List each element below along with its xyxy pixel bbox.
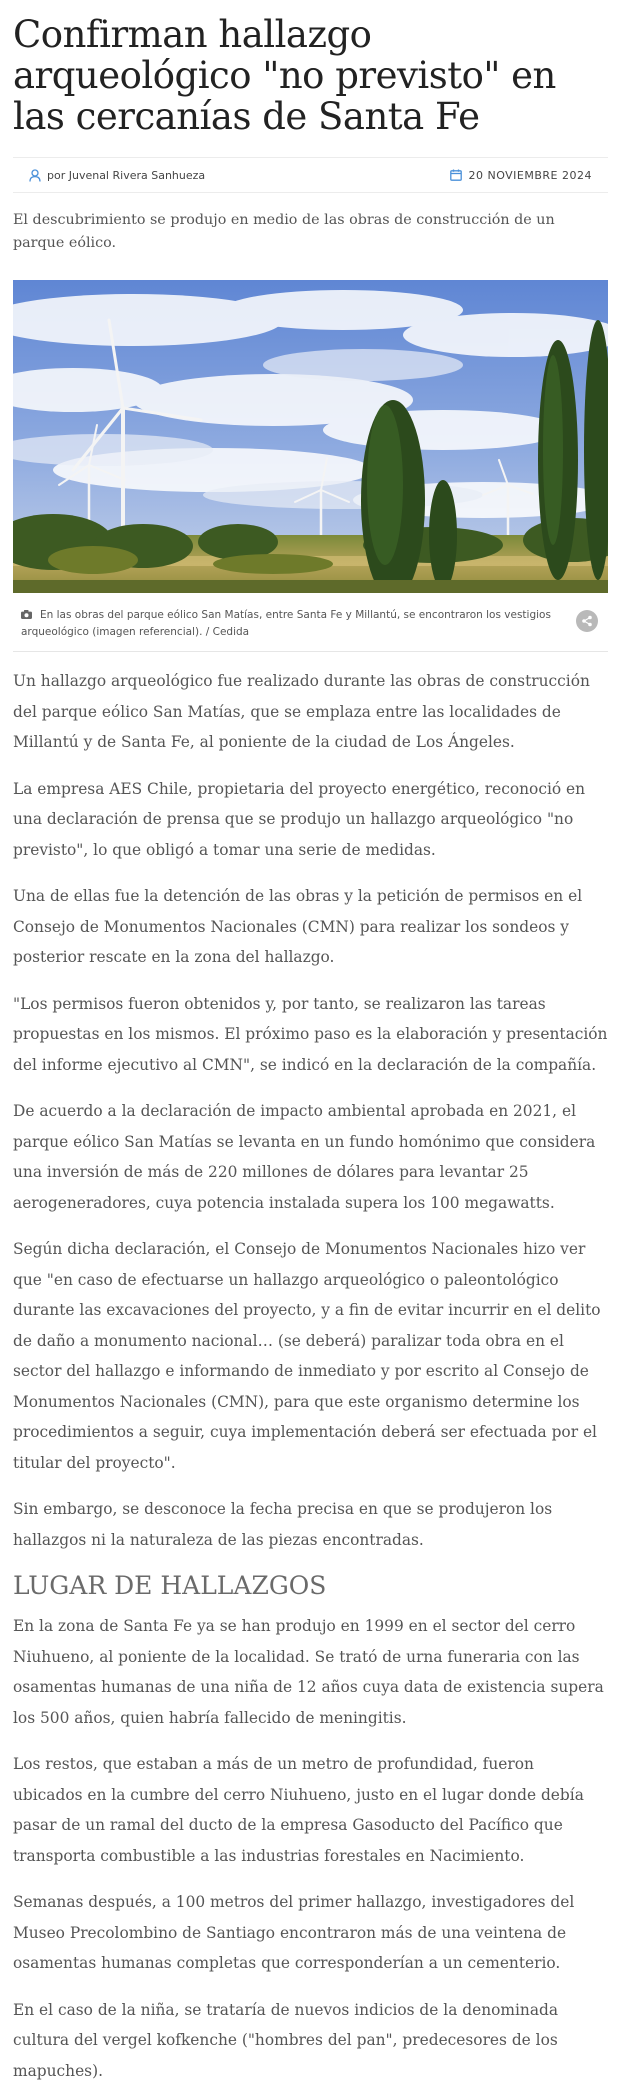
section-heading: LUGAR DE HALLAZGOS bbox=[13, 1571, 608, 1601]
share-icon bbox=[581, 615, 593, 627]
body-paragraph: "Los permisos fueron obtenidos y, por tanto, se realizaron las tareas propuestas en los mismos. El próximo paso es la elaboración y presentación del informe ejecutivo al CMN", se indicó en la declaración de la compañía. bbox=[13, 989, 608, 1081]
article-meta bbox=[13, 157, 608, 193]
body-paragraph: Un hallazgo arqueológico fue realizado durante las obras de construcción del parque eólico San Matías, que se emplaza entre las localidades de Millantú y de Santa Fe, al poniente de la ciudad de Los Ángeles. bbox=[13, 666, 608, 758]
article-lead: El descubrimiento se produjo en medio de las obras de construcción de un parque eólico. bbox=[13, 209, 608, 255]
body-paragraph: La empresa AES Chile, propietaria del proyecto energético, reconoció en una declaración de prensa que se produjo un hallazgo arqueológico "no previsto", lo que obligó a tomar una serie de medidas. bbox=[13, 774, 608, 866]
body-paragraph: Una de ellas fue la detención de las obras y la petición de permisos en el Consejo de Monumentos Nacionales (CMN) para realizar los sondeos y posterior rescate en la zona del hallazgo. bbox=[13, 881, 608, 973]
body-paragraph: En la zona de Santa Fe ya se han produjo en 1999 en el sector del cerro Niuhueno, al poniente de la localidad. Se trató de urna funeraria con las osamentas humanas de una niña de 12 años cuya data de existencia supera los 500 años, quien habría fallecido de meningitis. bbox=[13, 1611, 608, 1733]
publish-date bbox=[450, 169, 592, 182]
article-title: Confirman hallazgo arqueológico "no previsto" en las cercanías de Santa Fe bbox=[13, 0, 608, 137]
calendar-icon bbox=[450, 169, 462, 181]
article-body bbox=[13, 666, 608, 2086]
body-paragraph: Los restos, que estaban a más de un metro de profundidad, fueron ubicados en la cumbre del cerro Niuhueno, justo en el lugar donde debía pasar de un ramal del ducto de la empresa Gasoducto del Pacífico que transporta combustible a las industrias forestales en Nacimiento. bbox=[13, 1749, 608, 1871]
body-paragraph: De acuerdo a la declaración de impacto ambiental aprobada en 2021, el parque eólico San Matías se levanta en un fundo homónimo que considera una inversión de más de 220 millones de dólares para levantar 25 aerogeneradores, cuya potencia instalada supera los 100 megawatts. bbox=[13, 1096, 608, 1218]
body-paragraph: Según dicha declaración, el Consejo de Monumentos Nacionales hizo ver que "en caso de efectuarse un hallazgo arqueológico o paleontológico durante las excavaciones del proyecto, y a fin de evitar incurrir en el delito de daño a monumento nacional… (se deberá) paralizar toda obra en el sector del hallazgo e informando de inmediato y por escrito al Consejo de Monumentos Nacionales (CMN), para que este organismo determine los procedimientos a seguir, cuya implementación deberá ser efectuada por el titular del proyecto". bbox=[13, 1234, 608, 1478]
caption-text: En las obras del parque eólico San Matías, entre Santa Fe y Millantú, se encontraron los vestigios arqueológico (imagen referencial). / Cedida bbox=[21, 609, 551, 638]
user-icon bbox=[29, 169, 41, 182]
author-byline[interactable] bbox=[29, 169, 205, 182]
photo-caption bbox=[13, 593, 608, 652]
wind-farm-image bbox=[13, 280, 608, 593]
article-photo[interactable] bbox=[13, 280, 608, 593]
camera-icon bbox=[21, 610, 32, 619]
body-paragraph: Sin embargo, se desconoce la fecha precisa en que se produjeron los hallazgos ni la naturaleza de las piezas encontradas. bbox=[13, 1494, 608, 1555]
date-text: 20 NOVIEMBRE 2024 bbox=[468, 169, 592, 182]
author-name: por Juvenal Rivera Sanhueza bbox=[47, 169, 205, 182]
body-paragraph: En el caso de la niña, se trataría de nuevos indicios de la denominada cultura del vergel kofkenche ("hombres del pan", predecesores de los mapuches). bbox=[13, 1995, 608, 2086]
body-paragraph: Semanas después, a 100 metros del primer hallazgo, investigadores del Museo Precolombino de Santiago encontraron más de una veintena de osamentas humanas completas que corresponderían a un cementerio. bbox=[13, 1887, 608, 1979]
share-button[interactable] bbox=[576, 610, 598, 632]
